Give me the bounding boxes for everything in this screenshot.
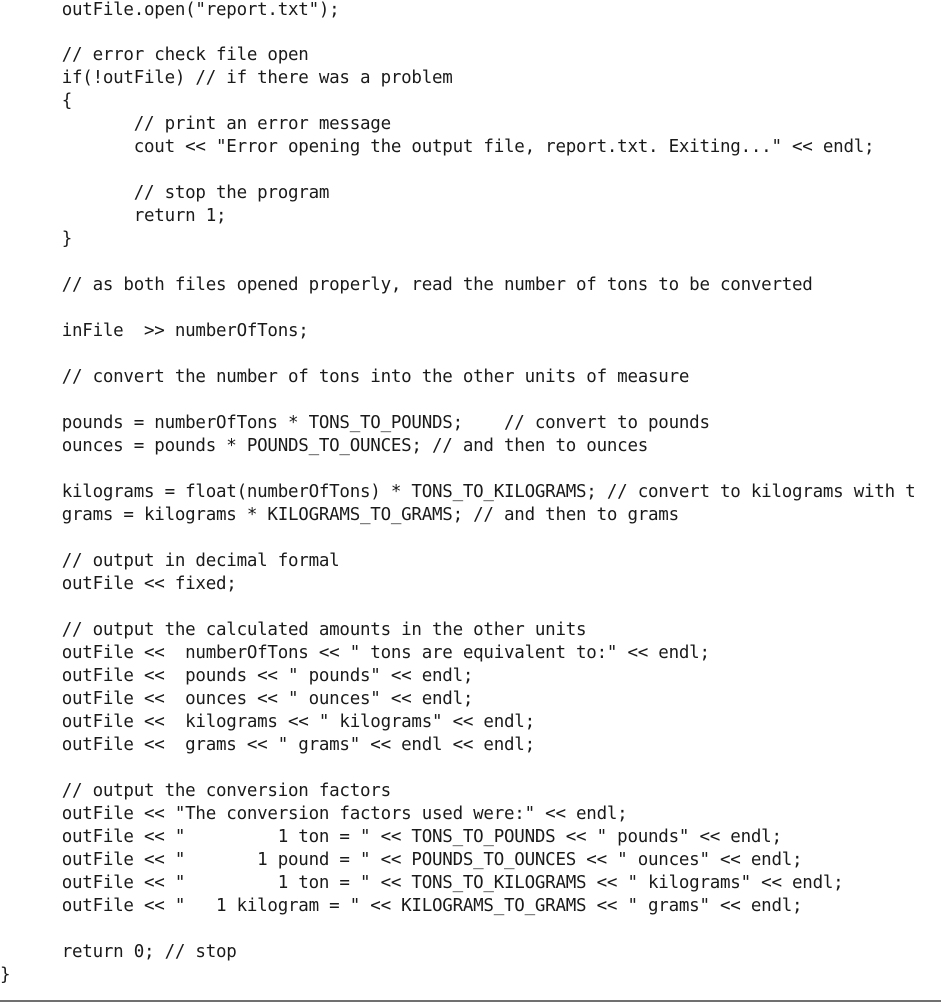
code-line: // print an error message: [0, 114, 391, 134]
code-line: outFile << " 1 kilogram = " << KILOGRAMS_TO_GRAMS << " grams" << endl;: [0, 896, 803, 916]
code-line: kilograms = float(numberOfTons) * TONS_TO_KILOGRAMS; // convert to kilograms with t: [0, 482, 916, 502]
code-line: inFile >> numberOfTons;: [0, 321, 309, 341]
code-line: ounces = pounds * POUNDS_TO_OUNCES; // and then to ounces: [0, 436, 649, 456]
code-line: outFile << " 1 pound = " << POUNDS_TO_OUNCES << " ounces" << endl;: [0, 850, 803, 870]
code-line: return 0; // stop: [0, 942, 237, 962]
code-line: outFile << numberOfTons << " tons are equivalent to:" << endl;: [0, 643, 710, 663]
code-line: // convert the number of tons into the other units of measure: [0, 367, 690, 387]
bottom-divider: [0, 1000, 941, 1002]
code-line: outFile << pounds << " pounds" << endl;: [0, 666, 474, 686]
code-line: outFile << " 1 ton = " << TONS_TO_POUNDS << " pounds" << endl;: [0, 827, 782, 847]
code-line: outFile << " 1 ton = " << TONS_TO_KILOGRAMS << " kilograms" << endl;: [0, 873, 844, 893]
code-line: // error check file open: [0, 45, 309, 65]
code-line: grams = kilograms * KILOGRAMS_TO_GRAMS; // and then to grams: [0, 505, 679, 525]
code-line: // output in decimal formal: [0, 551, 340, 571]
code-line: pounds = numberOfTons * TONS_TO_POUNDS; // convert to pounds: [0, 413, 710, 433]
code-line: if(!outFile) // if there was a problem: [0, 68, 453, 88]
code-line: cout << "Error opening the output file, report.txt. Exiting..." << endl;: [0, 137, 875, 157]
code-line: outFile << kilograms << " kilograms" << endl;: [0, 712, 535, 732]
code-line: // as both files opened properly, read the number of tons to be converted: [0, 275, 813, 295]
code-line: }: [0, 229, 73, 249]
code-line: {: [0, 91, 73, 111]
code-line: // output the conversion factors: [0, 781, 391, 801]
code-line: outFile << ounces << " ounces" << endl;: [0, 689, 474, 709]
code-line: outFile << grams << " grams" << endl << endl;: [0, 735, 535, 755]
code-line: outFile.open("report.txt");: [0, 0, 340, 20]
code-line: outFile << fixed;: [0, 574, 237, 594]
code-line: // output the calculated amounts in the other units: [0, 620, 587, 640]
code-line: }: [0, 965, 11, 985]
code-line: outFile << "The conversion factors used were:" << endl;: [0, 804, 628, 824]
code-line: return 1;: [0, 206, 227, 226]
code-line: // stop the program: [0, 183, 330, 203]
